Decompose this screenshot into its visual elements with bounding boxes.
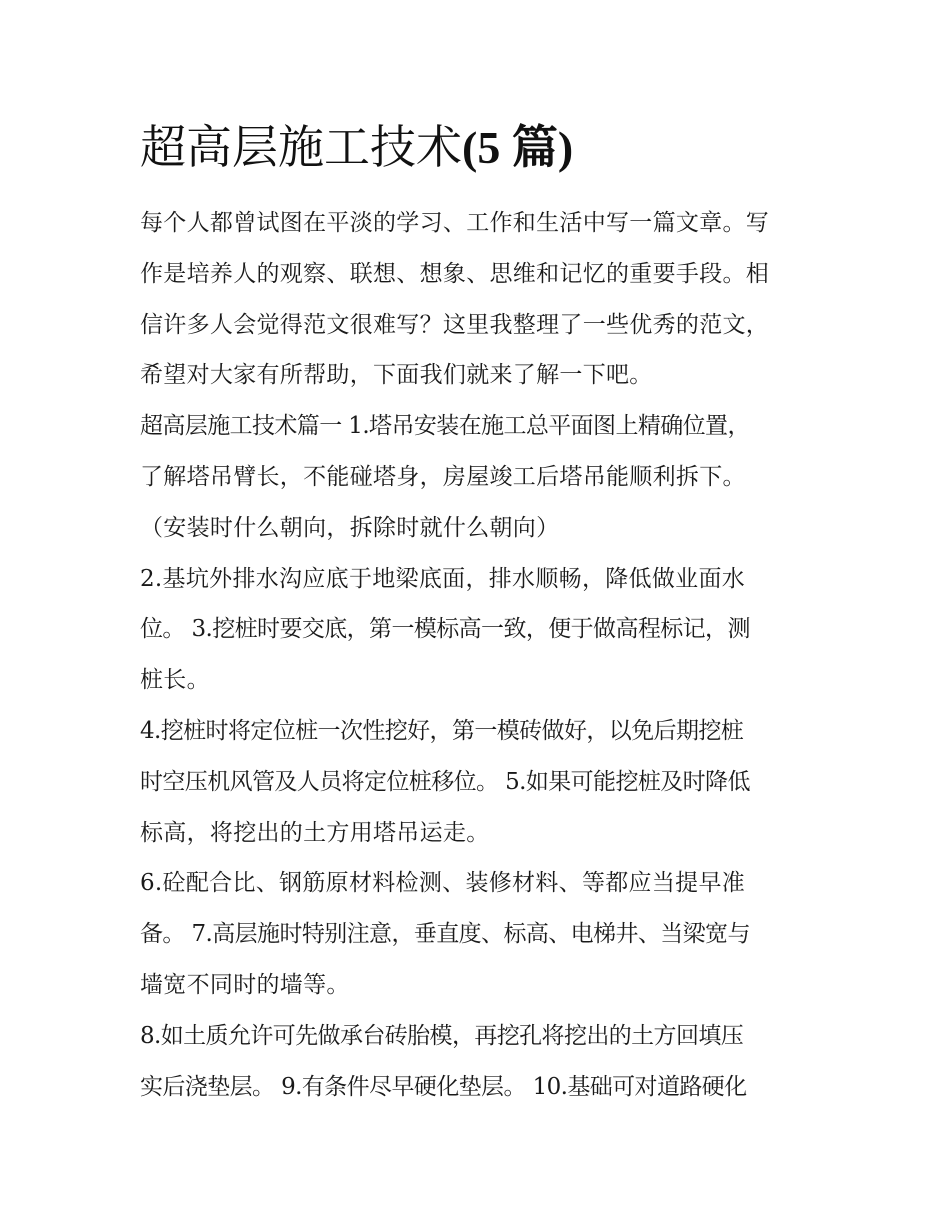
body-line: 墙宽不同时的墙等。 bbox=[140, 971, 350, 998]
body-line: 时空压机风管及人员将定位桩移位。 5.如果可能挖桩及时降低 bbox=[140, 768, 750, 795]
body-line: 超高层施工技术篇一 1.塔吊安装在施工总平面图上精确位置， bbox=[140, 413, 750, 440]
body-line: 2.基坑外排水沟应底于地梁底面，排水顺畅，降低做业面水 bbox=[140, 565, 746, 592]
body-line: 8.如土质允许可先做承台砖胎模，再挖孔将挖出的土方回填压 bbox=[140, 1022, 744, 1049]
body-line: 信许多人会觉得范文很难写？这里我整理了一些优秀的范文， bbox=[140, 311, 770, 338]
document-body bbox=[140, 198, 820, 1112]
body-line: 实后浇垫层。 9.有条件尽早硬化垫层。 10.基础可对道路硬化 bbox=[140, 1073, 747, 1100]
body-line: 每个人都曾试图在平淡的学习、工作和生活中写一篇文章。写 bbox=[140, 210, 770, 236]
body-line: 了解塔吊臂长，不能碰塔身，房屋竣工后塔吊能顺利拆下。 bbox=[140, 463, 746, 490]
body-line: 位。 3.挖桩时要交底，第一模标高一致，便于做高程标记，测 bbox=[140, 616, 750, 643]
body-line: 6.砼配合比、钢筋原材料检测、装修材料、等都应当提早准 bbox=[140, 870, 746, 897]
body-line: 备。 7.高层施时特别注意，垂直度、标高、电梯井、当梁宽与 bbox=[140, 921, 750, 948]
body-line: 作是培养人的观察、联想、想象、思维和记忆的重要手段。相 bbox=[140, 260, 770, 287]
title-suffix: (5 篇) bbox=[462, 122, 574, 173]
document-title bbox=[140, 116, 820, 179]
body-line: 4.挖桩时将定位桩一次性挖好，第一模砖做好，以免后期挖桩 bbox=[140, 717, 744, 744]
body-line: 希望对大家有所帮助，下面我们就来了解一下吧。 bbox=[140, 362, 653, 389]
body-line: 桩长。 bbox=[140, 667, 210, 694]
body-line: （安装时什么朝向，拆除时就什么朝向） bbox=[140, 514, 560, 541]
body-line: 标高，将挖出的土方用塔吊运走。 bbox=[140, 819, 490, 846]
title-main: 超高层施工技术 bbox=[140, 120, 462, 174]
